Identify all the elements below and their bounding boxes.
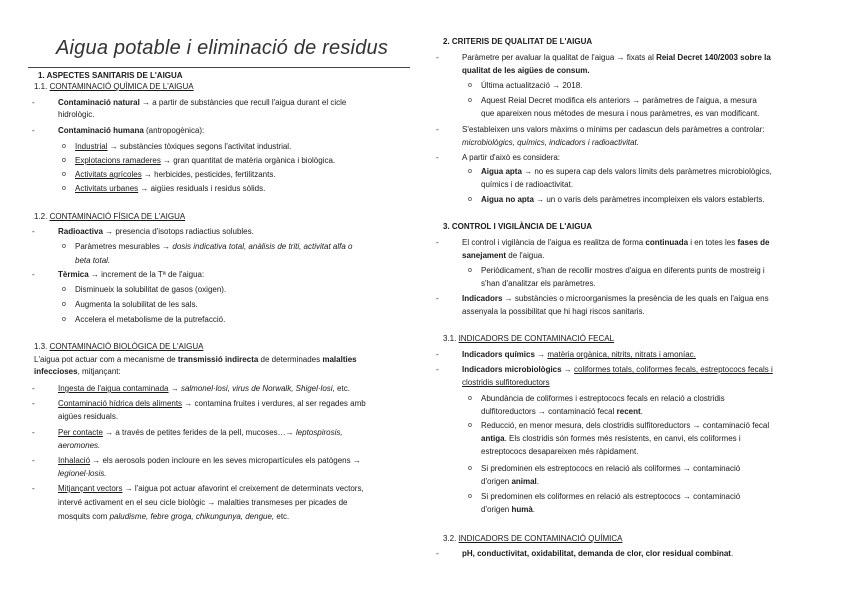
list-item: - Per contacte → a través de petites ferides de la pell, mucoses…→ leptospirosis, (58, 428, 343, 438)
section-3-1-heading: 3.1. INDICADORS DE CONTAMINACIÓ FECAL (443, 334, 614, 343)
list-item: - Inhalació → els aerosols poden incloure en les seves micropartícules els patògens → (58, 456, 361, 466)
list-item-cont: estreptococs desapareixen més ràpidament. (481, 447, 639, 456)
list-item-cont: qualitat de les aigües de consum. (462, 66, 590, 75)
list-item: o Última actualització → 2018. (481, 81, 582, 91)
list-item-cont: d'origen humà. (481, 505, 536, 514)
section-1-heading: 1. ASPECTES SANITARIS DE L'AIGUA (38, 71, 183, 80)
list-item: - Indicadors químics → matèria orgànica, nitrits, nitrats i amoníac. (462, 350, 696, 360)
page-title: Aigua potable i eliminació de residus (56, 37, 389, 59)
list-item: - Contaminació hídrica dels aliments → contamina fruites i verdures, al ser regades amb (58, 399, 366, 409)
list-item-cont: beta total. (75, 256, 111, 265)
list-item-cont: microbiològics, químics, indicadors i radioactivitat. (462, 138, 639, 147)
list-item-cont: antiga. Els clostridis són formes més resistents, en canvi, els coliformes i (481, 434, 741, 443)
list-item: - Contaminació natural → a partir de substàncies que recull l'aigua durant el cicle (58, 98, 346, 108)
list-item: o Aigua apta → no es supera cap dels valors límits dels paràmetres microbiològics, (481, 167, 772, 177)
section-3-2-heading: 3.2. INDICADORS DE CONTAMINACIÓ QUÍMICA (443, 534, 623, 543)
list-item: o Industrial → substàncies tòxiques segons l'activitat industrial. (75, 142, 291, 152)
list-item-cont: clostridis sulfitoreductors (462, 378, 550, 387)
list-item: o Activitats urbanes → aigües residuals i residus sòlids. (75, 184, 265, 194)
list-item: o Reducció, en menor mesura, dels clostridis sulfitoreductors → contaminació fecal (481, 421, 769, 431)
list-item-cont: dulfitoreductors → contaminació fecal recent. (481, 407, 643, 416)
list-item: - Contaminació humana (antropogènica): (58, 126, 204, 136)
paragraph-cont: infeccioses, mitjançant: (34, 367, 121, 376)
list-item: o Accelera el metabolisme de la putrefacció. (75, 315, 225, 325)
list-item-cont: d'origen animal. (481, 477, 540, 486)
list-item: - pH, conductivitat, oxidabilitat, demanda de clor, clor residual combinat. (462, 549, 733, 559)
list-item: o Paràmetres mesurables → dosis indicativa total, anàlisis de triti, activitat alfa o (75, 242, 352, 252)
list-item: - Indicadors → substàncies o microorganismes la presència de les quals en l'aigua ens (462, 294, 769, 304)
list-item: - A partir d'això es considera: (462, 153, 560, 163)
list-item: o Periòdicament, s'han de recollir mostres d'aigua en diferents punts de mostreig i (481, 266, 765, 276)
list-item-cont: hidrològic. (58, 110, 95, 119)
section-1-3-heading: 1.3. CONTAMINACIÓ BIOLÒGICA DE L'AIGUA (34, 342, 204, 351)
list-item: o Si predominen els estreptococs en relació als coliformes → contaminació (481, 464, 740, 474)
list-item-cont: intervé activament en el seu cicle biològic → malalties transmeses per picades de (58, 498, 348, 507)
list-item: - El control i vigilància de l'aigua es realitza de forma continuada i en totes les fases de (462, 238, 769, 248)
section-1-1-heading: 1.1. CONTAMINACIÓ QUÍMICA DE L'AIGUA (34, 82, 194, 91)
paragraph: L'aigua pot actuar com a mecanisme de transmissió indirecta de determinades malalties (34, 355, 357, 364)
list-item: o Activitats agrícoles → herbicides, pesticides, fertilitzants. (75, 170, 276, 180)
list-item-cont: aeromones. (58, 441, 101, 450)
list-item: o Aquest Reial Decret modifica els anteriors → paràmetres de l'aigua, a mesura (481, 96, 757, 106)
list-item: - Radioactiva → presencia d'isotops radiactius solubles. (58, 227, 254, 237)
list-item-cont: s'han d'analitzar els paràmetres. (481, 279, 596, 288)
section-3-heading: 3. CONTROL I VIGILÀNCIA DE L'AIGUA (443, 222, 593, 231)
list-item: o Abundància de coliformes i estreptococs fecals en relació a clostridis (481, 394, 725, 404)
list-item-cont: sanejament de l'aigua. (462, 251, 545, 260)
section-1-2-heading: 1.2. CONTAMINACIÓ FÍSICA DE L'AIGUA (34, 212, 186, 221)
list-item: o Disminueix la solubilitat de gasos (oxigen). (75, 285, 226, 295)
list-item-cont: aigües residuals. (58, 412, 119, 421)
list-item: - Tèrmica → increment de la Tª de l'aigua: (58, 270, 204, 280)
list-item: - Ingesta de l'aigua contaminada → salmonel·losi, virus de Norwalk, Shigel·losi, etc. (58, 384, 350, 394)
list-item-cont: assenyala la possibilitat que hi hagi riscos sanitaris. (462, 307, 645, 316)
list-item: o Aigua no apta → un o varis dels paràmetres incompleixen els valors establerts. (481, 195, 765, 205)
title-divider (28, 67, 410, 68)
list-item: - Indicadors microbiològics → coliformes totals, coliformes fecals, estreptococs fecals i (462, 365, 773, 375)
list-item-cont: legionel·losis. (58, 469, 107, 478)
section-2-heading: 2. CRITERIS DE QUALITAT DE L'AIGUA (443, 37, 593, 46)
list-item: o Si predominen els coliformes en relació als estreptococs → contaminació (481, 492, 740, 502)
list-item: - Paràmetre per avaluar la qualitat de l'aigua → fixats al Reial Decret 140/2003 sobre la (462, 53, 771, 63)
list-item-cont: que apareixen nous mètodes de mesura i nous paràmetres, es van modificant. (481, 109, 760, 118)
list-item: - Mitjançant vectors → l'aigua pot actuar afavorint el creixement de determinats vectors, (58, 484, 364, 494)
list-item: o Augmenta la solubilitat de les sals. (75, 300, 198, 310)
list-item: o Explotacions ramaderes → gran quantitat de matèria orgànica i biològica. (75, 156, 335, 166)
list-item-cont: mosquits com paludisme, febre groga, chikungunya, dengue, etc. (58, 512, 290, 521)
list-item: - S'estableixen uns valors màxims o mínims per cadascun dels paràmetres a controlar: (462, 125, 765, 135)
list-item-cont: químics i de radioactivitat. (481, 180, 574, 189)
